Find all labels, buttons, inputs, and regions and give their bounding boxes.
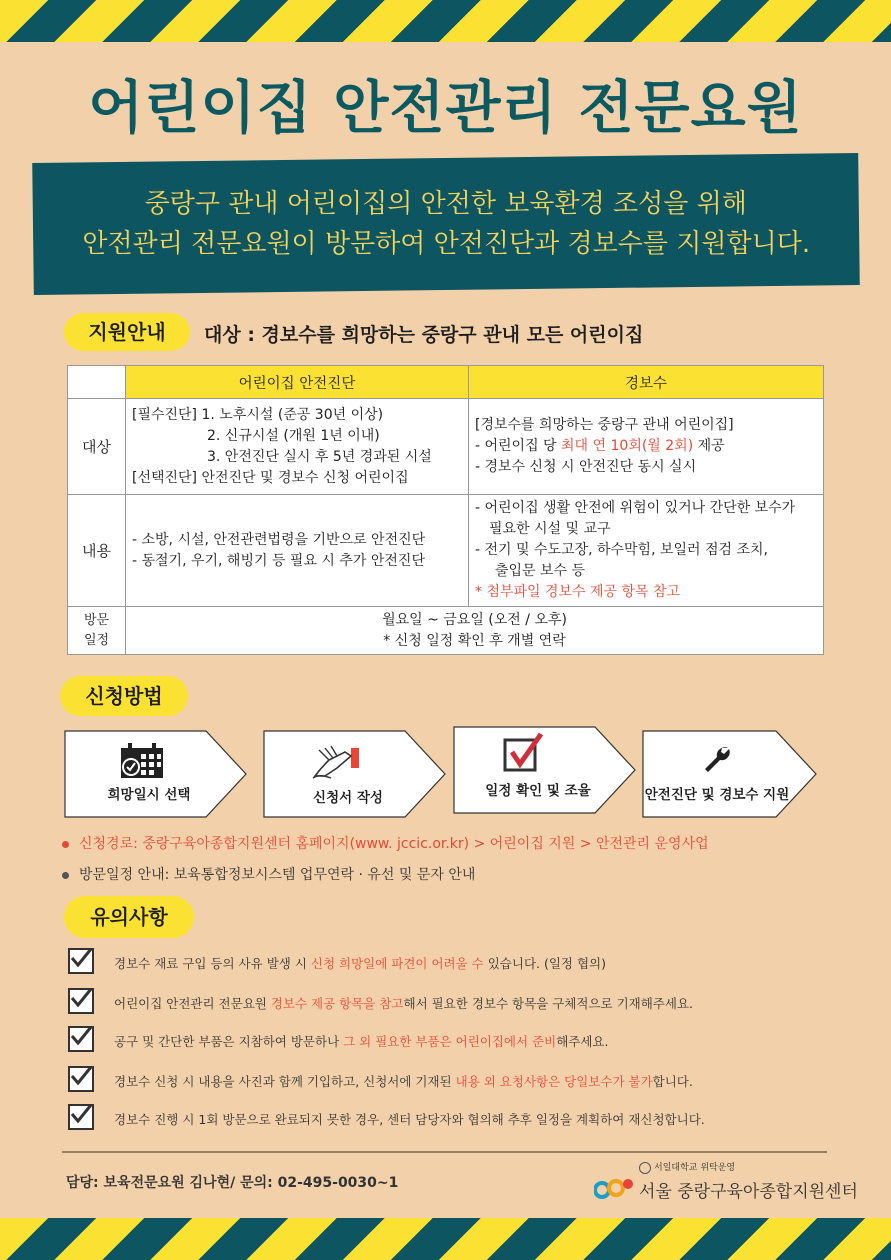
diag-target-line: [필수진단] 1. 노후시설 (준공 30년 이상): [132, 406, 384, 423]
writing-hand-icon: [311, 742, 363, 780]
repair-target-text: - 어린이집 당: [475, 438, 562, 454]
logo-center-name: 서울 중랑구육아종합지원센터: [639, 1182, 858, 1202]
apply-schedule-text: 방문일정 안내: 보육통합정보시스템 업무연락 · 유선 및 문자 안내: [79, 867, 476, 883]
banner-line-1: 중랑구 관내 어린이집의 안전한 보육환경 조성을 위해: [144, 189, 747, 220]
col-header-diagnosis: 어린이집 안전진단: [126, 366, 469, 399]
row-label-content: 내용: [68, 495, 126, 607]
table-header-row: [68, 366, 824, 399]
repair-target-line: - 경보수 신청 시 안전진단 동시 실시: [475, 459, 697, 475]
logo-operator-text: [639, 1160, 735, 1174]
repair-target-line: [475, 436, 817, 457]
repair-limit-highlight: 최대 연 10회(월 2회): [561, 438, 694, 454]
note-text-part: 경보수 재료 구입 등의 사유 발생 시: [114, 956, 311, 971]
note-text-part: 공구 및 간단한 부품은 지참하여 방문하나: [114, 1034, 344, 1049]
support-section-pill: 지원안내: [64, 313, 190, 351]
content-repair-cell: [469, 495, 824, 607]
checkbox-icon: [68, 1104, 94, 1130]
apply-step: [263, 730, 447, 818]
note-highlight: 그 외 필요한 부품은 어린이집에서 준비: [343, 1034, 557, 1049]
checkbox-icon: [68, 1066, 94, 1092]
page-title: 어린이집 안전관리 전문요원: [88, 75, 803, 141]
logo-sup-text: 서일대학교 위탁운영: [654, 1163, 736, 1173]
diag-content-line: - 동절기, 우기, 해빙기 등 필요 시 추가 안전진단: [132, 552, 425, 569]
table-corner-cell: [68, 366, 126, 399]
note-text-part: 경보수 진행 시 1회 방문으로 완료되지 못한 경우, 센터 담당자와 협의해 추후 일정을 계획하여 재신청합니다.: [114, 1112, 705, 1127]
visit-line: 월요일 ~ 금요일 (오전 / 오후): [382, 611, 567, 628]
seal-icon: [639, 1162, 651, 1174]
table-row-content: [68, 495, 824, 607]
bottom-hazard-stripe: [0, 1218, 891, 1260]
support-table: [67, 365, 824, 655]
apply-step: [64, 730, 248, 818]
diag-target-line: [선택진단] 안전진단 및 경보수 신청 어린이집: [132, 469, 409, 486]
repair-content-line: - 어린이집 생활 안전에 위험이 있거나 간단한 보수가: [475, 500, 796, 516]
repair-target-line: [경보수를 희망하는 중랑구 관내 어린이집]: [475, 417, 734, 433]
bullet-dot: [62, 872, 69, 879]
apply-schedule-bullet: [62, 864, 475, 884]
row-label-visit: [68, 607, 126, 655]
checkbox-icon: [68, 988, 94, 1014]
note-text: [114, 1110, 705, 1128]
note-text: [114, 954, 606, 972]
apply-step-label: 일정 확인 및 조율: [485, 783, 591, 799]
support-target-line: 대상 : 경보수를 희망하는 중랑구 관내 모든 어린이집: [204, 324, 644, 346]
calendar-icon: [119, 742, 165, 780]
content-diagnosis-cell: [126, 495, 469, 607]
repair-content-line: 필요한 시설 및 교구: [489, 521, 611, 537]
note-text-part: 있습니다. (일정 협의): [483, 956, 606, 971]
note-text-part: 해서 필요한 경보수 항목을 구체적으로 기재해주세요.: [403, 996, 693, 1011]
table-row-target: [68, 399, 824, 495]
note-highlight: 신청 희망일에 파견이 어려울 수: [310, 956, 484, 971]
diag-target-line: 3. 안전진단 실시 후 5년 경과된 시설: [207, 448, 432, 465]
bullet-dot: [62, 841, 69, 848]
row-label-visit-1: 방문: [83, 612, 110, 628]
apply-step: [642, 730, 818, 818]
repair-content-note: * 첨부파일 경보수 제공 항목 참고: [475, 584, 681, 600]
apply-step-label: 희망일시 선택: [107, 787, 191, 803]
apply-step-label: 신청서 작성: [313, 790, 383, 806]
visit-schedule-cell: [126, 607, 824, 655]
row-label-target: 대상: [68, 399, 126, 495]
diag-target-line: 2. 신규시설 (개원 1년 이내): [207, 427, 380, 444]
visit-line: * 신청 일정 확인 후 개별 연락: [383, 632, 566, 649]
apply-route-bullet: [62, 833, 709, 853]
apply-section-pill: 신청방법: [60, 676, 188, 716]
note-text-part: 경보수 신청 시 내용을 사진과 함께 기입하고, 신청서에 기재된: [114, 1074, 456, 1089]
apply-step: [453, 726, 637, 814]
note-highlight: 경보수 제공 항목을 참고: [270, 996, 404, 1011]
table-row-visit: [68, 607, 824, 655]
apply-route-text: 신청경로: 중랑구육아종합지원센터 홈페이지(www. jccic.or.kr) > 어린이집 지원 > 안전관리 운영사업: [79, 836, 709, 852]
repair-content-line: - 전기 및 수도고장, 하수막힘, 보일러 점검 조치,: [475, 542, 768, 558]
note-text: [114, 1032, 608, 1050]
footer-contact: 담당: 보육전문요원 김나현/ 문의: 02-495-0030~1: [66, 1175, 399, 1191]
wrench-icon: [702, 744, 732, 774]
target-repair-cell: [469, 399, 824, 495]
target-diagnosis-cell: [126, 399, 469, 495]
note-text-part: 어린이집 안전관리 전문요원: [114, 996, 271, 1011]
note-text-part: 해주세요.: [556, 1034, 609, 1049]
notes-section-pill: 유의사항: [64, 896, 194, 938]
checkbox-icon: [68, 948, 94, 974]
footer-divider: [62, 1151, 827, 1153]
repair-target-text: 제공: [693, 438, 725, 454]
note-text-part: 합니다.: [652, 1074, 693, 1089]
intro-banner: [32, 153, 860, 295]
banner-line-2: 안전관리 전문요원이 방문하여 안전진단과 경보수를 지원합니다.: [82, 228, 811, 259]
center-logo-mark-icon: [594, 1174, 636, 1204]
note-highlight: 내용 외 요청사항은 당일보수가 불가: [455, 1074, 653, 1089]
repair-content-line: 출입문 보수 등: [495, 563, 586, 579]
apply-step-label: 안전진단 및 경보수 지원: [644, 787, 790, 803]
note-text: [114, 994, 693, 1012]
checkbox-icon: [68, 1026, 94, 1052]
note-text: [114, 1072, 693, 1090]
col-header-repair: 경보수: [469, 366, 824, 399]
top-hazard-stripe: [0, 0, 891, 42]
row-label-visit-2: 일정: [83, 632, 110, 648]
diag-content-line: - 소방, 시설, 안전관련법령을 기반으로 안전진단: [132, 531, 426, 548]
checkbox-icon: [503, 732, 545, 772]
